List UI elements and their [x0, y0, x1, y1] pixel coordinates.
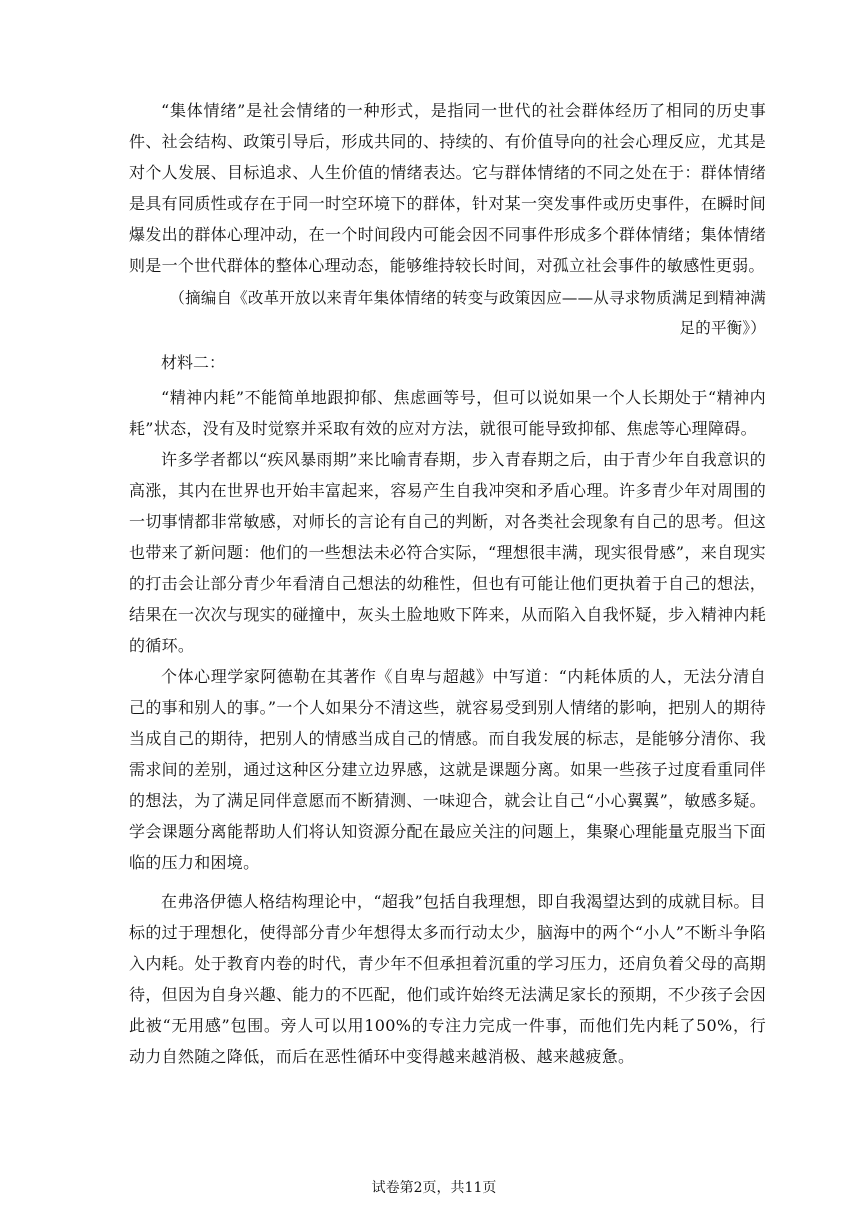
paragraph-mental-exhaustion: “精神内耗”不能简单地跟抑郁、焦虑画等号，但可以说如果一个人长期处于“精神内耗”状态，没有及时觉察并采取有效的应对方法，就很可能导致抑郁、焦虑等心理障碍。: [129, 388, 766, 438]
material-two-heading: 材料二：: [161, 353, 226, 372]
source-citation: （摘编自《改革开放以来青年集体情绪的转变与政策因应——从寻求物质满足到精神满足的平衡》）: [169, 289, 766, 337]
page-footer: 试卷第2页，共11页: [371, 1180, 497, 1196]
paragraph-adolescence: 许多学者都以“疾风暴雨期”来比喻青春期，步入青春期之后，由于青少年自我意识的高涨，其内在世界也开始丰富起来，容易产生自我冲突和矛盾心理。许多青少年对周围的一切事情都非常敏感，对师长的言论有自己的判断，对各类社会现象有自己的思考。但这也带来了新问题：他们的一些想法未必符合实际，“理想很丰满，现实很骨感”，来自现实的打击会让部分青少年看清自己想法的幼稚性，但也有可能让他们更执着于自己的想法，结果在一次次与现实的碰撞中，灰头土脸地败下阵来，从而陷入自我怀疑，步入精神内耗的循环。: [129, 450, 766, 655]
paragraph-freud: 在弗洛伊德人格结构理论中，“超我”包括自我理想，即自我渴望达到的成就目标。目标的过于理想化，使得部分青少年想得太多而行动太少，脑海中的两个“小人”不断斗争陷入内耗。处于教育内卷的时代，青少年不但承担着沉重的学习压力，还肩负着父母的高期待，但因为自身兴趣、能力的不匹配，他们或许始终无法满足家长的预期，不少孩子会因此被“无用感”包围。旁人可以用100%的专注力完成一件事，而他们先内耗了50%，行动力自然随之降低，而后在恶性循环中变得越来越消极、越来越疲惫。: [129, 892, 766, 1066]
paragraph-gap: [129, 878, 766, 886]
paragraph-collective-emotion: “集体情绪”是社会情绪的一种形式，是指同一世代的社会群体经历了相同的历史事件、社会结构、政策引导后，形成共同的、持续的、有价值导向的社会心理反应，尤其是对个人发展、目标追求、人生价值的情绪表达。它与群体情绪的不同之处在于：群体情绪是具有同质性或存在于同一时空环境下的群体，针对某一突发事件或历史事件，在瞬时间爆发出的群体心理冲动，在一个时间段内可能会因不同事件形成多个群体情绪；集体情绪则是一个世代群体的整体心理动态，能够维持较长时间，对孤立社会事件的敏感性更弱。: [129, 101, 766, 275]
paragraph-adler: 个体心理学家阿德勒在其著作《自卑与超越》中写道：“内耗体质的人，无法分清自己的事和别人的事。”一个人如果分不清这些，就容易受到别人情绪的影响，把别人的期待当成自己的期待，把别人的情感当成自己的情感。而自我发展的标志，是能够分清你、我需求间的差别，通过这种区分建立边界感，这就是课题分离。如果一些孩子过度看重同伴的想法，为了满足同伴意愿而不断猜测、一味迎合，就会让自己“小心翼翼”，敏感多疑。学会课题分离能帮助人们将认知资源分配在最应关注的问题上，集聚心理能量克服当下面临的压力和困境。: [129, 667, 766, 872]
